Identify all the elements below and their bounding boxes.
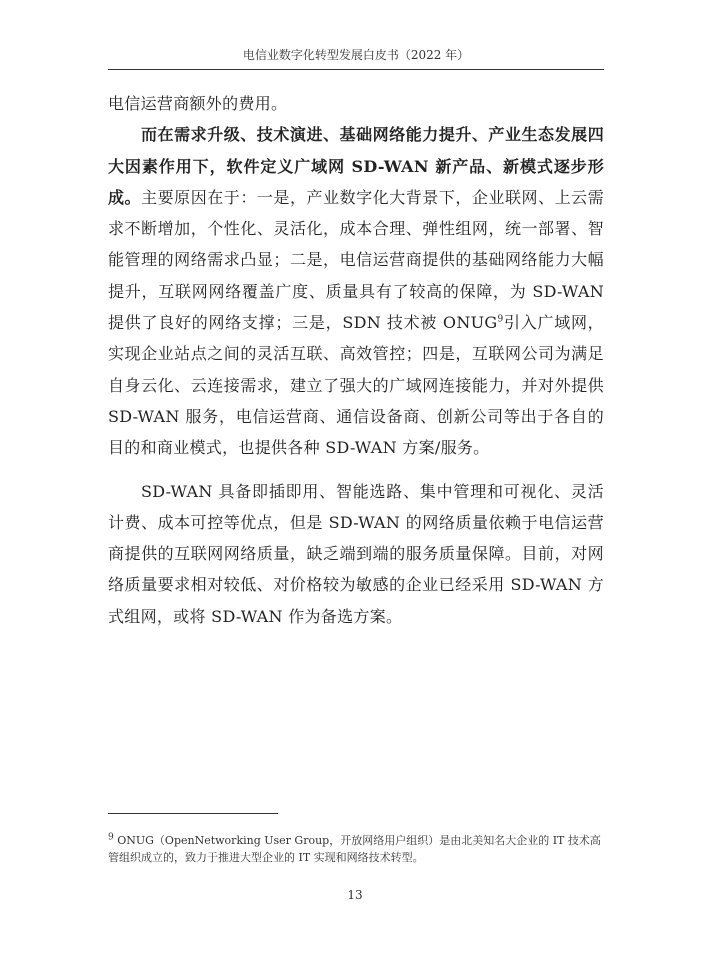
paragraph-continuation: 电信运营商额外的费用。 [108,94,288,113]
footnote-text: ONUG（OpenNetworking User Group，开放网络用户组织）是由北美知名大企业的 IT 技术高管组织成立的，致力于推进大型企业的 IT 实现和网络技术转型。 [108,834,601,864]
footnote-number: 9 [108,832,114,843]
paragraph-reasons-a: 主要原因在于：一是，产业数字化大背景下，企业联网、上云需求不断增加，个性化、灵活化，成本合理、弹性组网，统一部署、智能管理的网络需求凸显；二是，电信运营商提供的基础网络能力大幅提升，互联网网络覆盖广度、质量具有了较高的保障，为 SD-WAN 提供了良好的网络支撑；三是，SDN 技术被 ONUG [108,187,604,333]
paragraph-sdwan-drivers [108,119,604,463]
paragraph-bold-lead: 而在需求升级、技术演进、基础网络能力提升、产业生态发展四大因素作用下，软件定义广域网 SD-WAN 新产品、新模式逐步形成。 [108,125,604,207]
footnote-reference: 9 [497,314,504,325]
page-body [108,88,604,632]
footnote-divider [108,813,278,814]
footnote [108,832,604,866]
paragraph-sdwan-advantages: SD-WAN 具备即插即用、智能选路、集中管理和可视化、灵活计费、成本可控等优点，但是 SD-WAN 的网络质量依赖于电信运营商提供的互联网网络质量，缺乏端到端的服务质量保障。目前，对网络质量要求相对较低、对价格较为敏感的企业已经采用 SD-WAN 方式组网，或将 SD-WAN 作为备选方案。 [108,481,604,626]
paragraph-reasons-b: 引入广域网，实现企业站点之间的灵活互联、高效管控；四是，互联网公司为满足自身云化、云连接需求，建立了强大的广域网连接能力，并对外提供 SD-WAN 服务，电信运营商、通信设备商、创新公司等出于各自的目的和商业模式，也提供各种 SD-WAN 方案/服务。 [108,313,604,458]
page-number: 13 [347,888,363,902]
header-title: 电信业数字化转型发展白皮书（2022 年） [242,48,470,62]
page-header [108,46,604,70]
